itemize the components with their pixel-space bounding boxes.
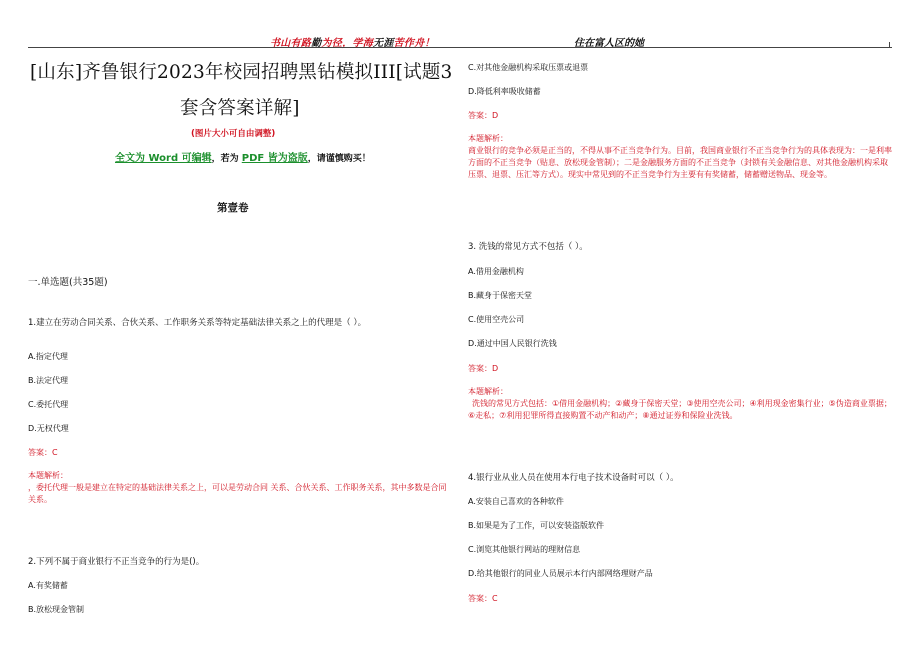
question-2-option-c: C.对其他金融机构采取压票或退票: [468, 63, 589, 72]
question-4-stem: 4.银行业从业人员在使用本行电子技术设备时可以（ ）。: [468, 473, 679, 483]
question-2-stem: 2.下列不属于商业银行不正当竞争的行为是()。: [28, 557, 205, 567]
question-3-option-b: B.藏身于保密天堂: [468, 291, 533, 300]
question-3-explanation-heading: 本题解析：: [468, 387, 508, 396]
question-1-explanation-heading: 本题解析：: [28, 471, 68, 480]
edit-note-pdf: PDF 皆为盗版: [241, 153, 308, 164]
question-4-option-c: C.浏览其他银行网站的理财信息: [468, 545, 581, 554]
doc-title-line2: 套含答案详解]: [180, 98, 300, 119]
edit-note: 全文为 Word 可编辑，若为 PDF 皆为盗版，请谨慎购买！: [115, 153, 371, 164]
size-note: (图片大小可自由调整): [191, 129, 276, 139]
question-2-explanation-heading: 本题解析：: [468, 134, 508, 143]
question-1-option-d: D.无权代理: [28, 424, 69, 433]
header-motto: 书山有路勤为径，学海无涯苦作舟！: [270, 38, 435, 49]
question-3-option-c: C.使用空壳公司: [468, 315, 525, 324]
question-3-stem: 3. 洗钱的常见方式不包括（ ）。: [468, 242, 588, 252]
header-divider: [28, 47, 892, 48]
question-1-stem: 1.建立在劳动合同关系、合伙关系、工作职务关系等特定基础法律关系之上的代理是（ ）。: [28, 318, 367, 328]
question-2-explanation: 商业银行的竞争必须是正当的，不得从事不正当竞争行为。目前，我国商业银行不正当竞争行为的具体表现为：一是利率方面的不正当竞争（贴息、放松现金管制）；二是金融服务方面的不正当竞争（封锁有关金融信息、对其他金融机构采取压票、退票、压汇等方式）。现实中常见到的不正当竞争行为主要有有奖储蓄，储蓄赠送物品、现金等。: [468, 146, 892, 179]
question-1-option-c: C.委托代理: [28, 400, 69, 409]
question-4-option-d: D.给其他银行的同业人员展示本行内部网络理财产品: [468, 569, 653, 578]
question-1-option-a: A.指定代理: [28, 352, 68, 361]
question-2-option-d: D.降低利率吸收储蓄: [468, 87, 541, 96]
volume-heading: 第壹卷: [217, 202, 249, 214]
question-3-option-d: D.通过中国人民银行洗钱: [468, 339, 557, 348]
question-4-option-a: A.安装自己喜欢的各种软件: [468, 497, 564, 506]
doc-title-line1: [山东]齐鲁银行2023年校园招聘黑钻模拟III[试题3: [30, 62, 453, 83]
question-1-answer: 答案：C: [28, 448, 58, 457]
question-2-answer: 答案：D: [468, 111, 499, 120]
question-4-option-b: B.如果是为了工作，可以安装盗版软件: [468, 521, 605, 530]
question-2-option-a: A.有奖储蓄: [28, 581, 68, 590]
question-4-answer: 答案：C: [468, 594, 498, 603]
header-right-text: 住在富人区的她: [574, 38, 644, 49]
section-heading: 一.单选题(共35题): [28, 277, 108, 288]
question-3-answer: 答案：D: [468, 364, 499, 373]
question-1-explanation: ，委托代理一般是建立在特定的基础法律关系之上，可以是劳动合同 关系、合伙关系、工作职务关系，其中多数是合同关系。: [28, 483, 447, 504]
edit-note-word: 全文为 Word 可编辑: [115, 153, 212, 164]
question-3-option-a: A.借用金融机构: [468, 267, 524, 276]
question-3-explanation: 洗钱的常见方式包括：①借用金融机构；②藏身于保密天堂；③使用空壳公司；④利用现金密集行业；⑤伪造商业票据；⑥走私；⑦利用犯罪所得直接购置不动产和动产；⑧通过证券和保险业洗钱。: [468, 399, 892, 420]
question-1-option-b: B.法定代理: [28, 376, 69, 385]
question-2-option-b: B.放松现金管制: [28, 605, 85, 614]
header-divider-tick: [889, 42, 890, 48]
